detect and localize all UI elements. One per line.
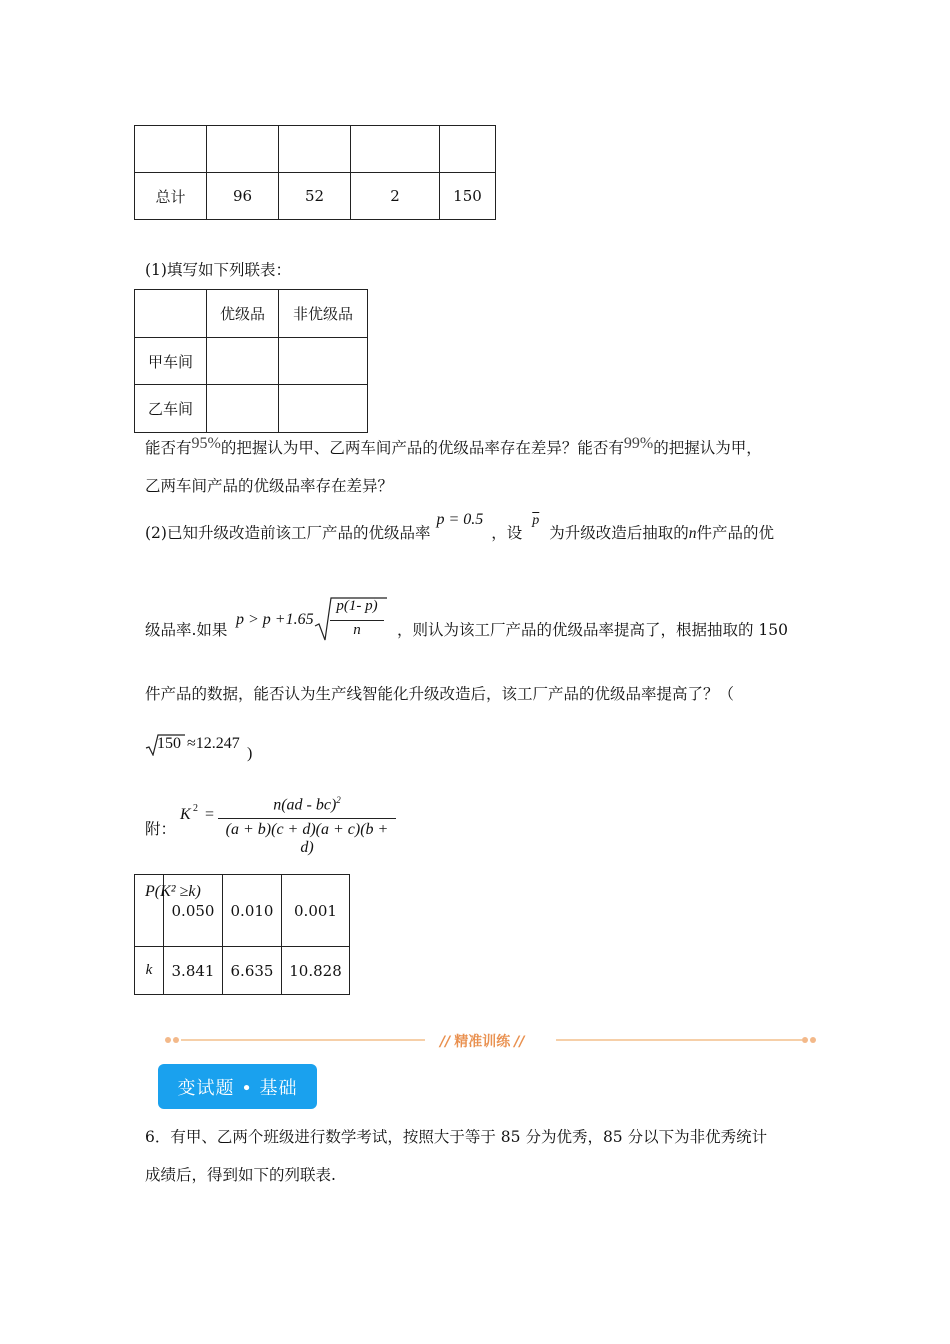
- table-header: P(K² ≥k): [135, 875, 164, 947]
- table-cell: 96: [207, 173, 279, 220]
- q1-table: [134, 289, 368, 433]
- q6-line2: 成绩后，得到如下的列联表.: [145, 1166, 336, 1184]
- q1-instruction: (1)填写如下列联表：: [145, 261, 291, 279]
- divider-line-right: [556, 1039, 802, 1041]
- fraction-bar: [330, 620, 384, 621]
- q6-line1: 6．有甲、乙两个班级进行数学考试，按照大于等于 85 分为优秀，85 分以下为非优秀统计: [145, 1128, 768, 1146]
- table-cell: 3.841: [164, 947, 223, 995]
- formula-numerator: n(ad - bc)$^2$: [273, 795, 341, 814]
- q2-line2-rest: ，则认为该工厂产品的优级品率提高了，根据抽取的 150: [397, 621, 789, 639]
- q2-line1: (2)已知升级改造前该工厂产品的优级品率p = 0.5，设$\overline{p}$为升级改造后抽取的n件产品的优: [145, 511, 775, 542]
- q1-question-line2: 乙两车间产品的优级品率存在差异？: [145, 477, 394, 495]
- hint-sqrt-value: 150: [157, 735, 181, 752]
- formula-K: K: [180, 806, 191, 823]
- table-cell: [279, 385, 368, 433]
- table-cell: [207, 385, 279, 433]
- table-cell: [207, 338, 279, 385]
- divider-line-left: [181, 1039, 425, 1041]
- formula-fraction-bar: [218, 818, 396, 819]
- table-cell: 10.828: [282, 947, 350, 995]
- formula-equals: =: [205, 806, 215, 823]
- top-table: [134, 125, 496, 220]
- divider-dot: [810, 1037, 816, 1043]
- table-row-label: 乙车间: [135, 385, 207, 433]
- section-badge: 变试题 • 基础: [158, 1064, 317, 1109]
- table-cell: [279, 126, 351, 173]
- critical-value-table: [134, 874, 350, 995]
- table-row-label: k: [135, 947, 164, 995]
- formula-denominator: (a + b)(c + d)(a + c)(b + d): [225, 821, 389, 856]
- table-cell: [135, 126, 207, 173]
- table-cell: 52: [279, 173, 351, 220]
- table-cell: 总计: [135, 173, 207, 220]
- q2-line3: 件产品的数据，能否认为生产线智能化升级改造后，该工厂产品的优级品率提高了？（: [145, 685, 735, 703]
- sqrt-numerator: p(1- p): [336, 598, 378, 614]
- table-header: 非优级品: [279, 290, 368, 338]
- table-header: 优级品: [207, 290, 279, 338]
- table-row-label: 甲车间: [135, 338, 207, 385]
- table-cell: 0.010: [223, 875, 282, 947]
- section-divider-title: // 精准训练 //: [440, 1034, 525, 1050]
- divider-dot: [165, 1037, 171, 1043]
- table-cell: [279, 338, 368, 385]
- table-cell: [135, 290, 207, 338]
- hint-close-paren: ): [247, 745, 253, 762]
- sqrt-denominator: n: [353, 622, 361, 638]
- divider-dot: [173, 1037, 179, 1043]
- table-cell: [207, 126, 279, 173]
- table-cell: 0.050: [164, 875, 223, 947]
- table-cell: [440, 126, 496, 173]
- table-cell: 2: [351, 173, 440, 220]
- table-cell: 150: [440, 173, 496, 220]
- table-cell: 0.001: [282, 875, 350, 947]
- divider-dot: [802, 1037, 808, 1043]
- appendix-label: 附：: [145, 820, 177, 838]
- table-cell: [351, 126, 440, 173]
- q2-line2: 级品率.如果: [145, 621, 228, 639]
- hint-approx-value: ≈12.247: [187, 735, 240, 752]
- q1-question-line1: 能否有95%的把握认为甲、乙两车间产品的优级品率存在差异？能否有99%的把握认为甲，: [145, 435, 762, 457]
- q2-condition-lhs: p > p +1.65: [236, 611, 314, 628]
- table-cell: 6.635: [223, 947, 282, 995]
- formula-K-exponent: 2: [193, 803, 198, 814]
